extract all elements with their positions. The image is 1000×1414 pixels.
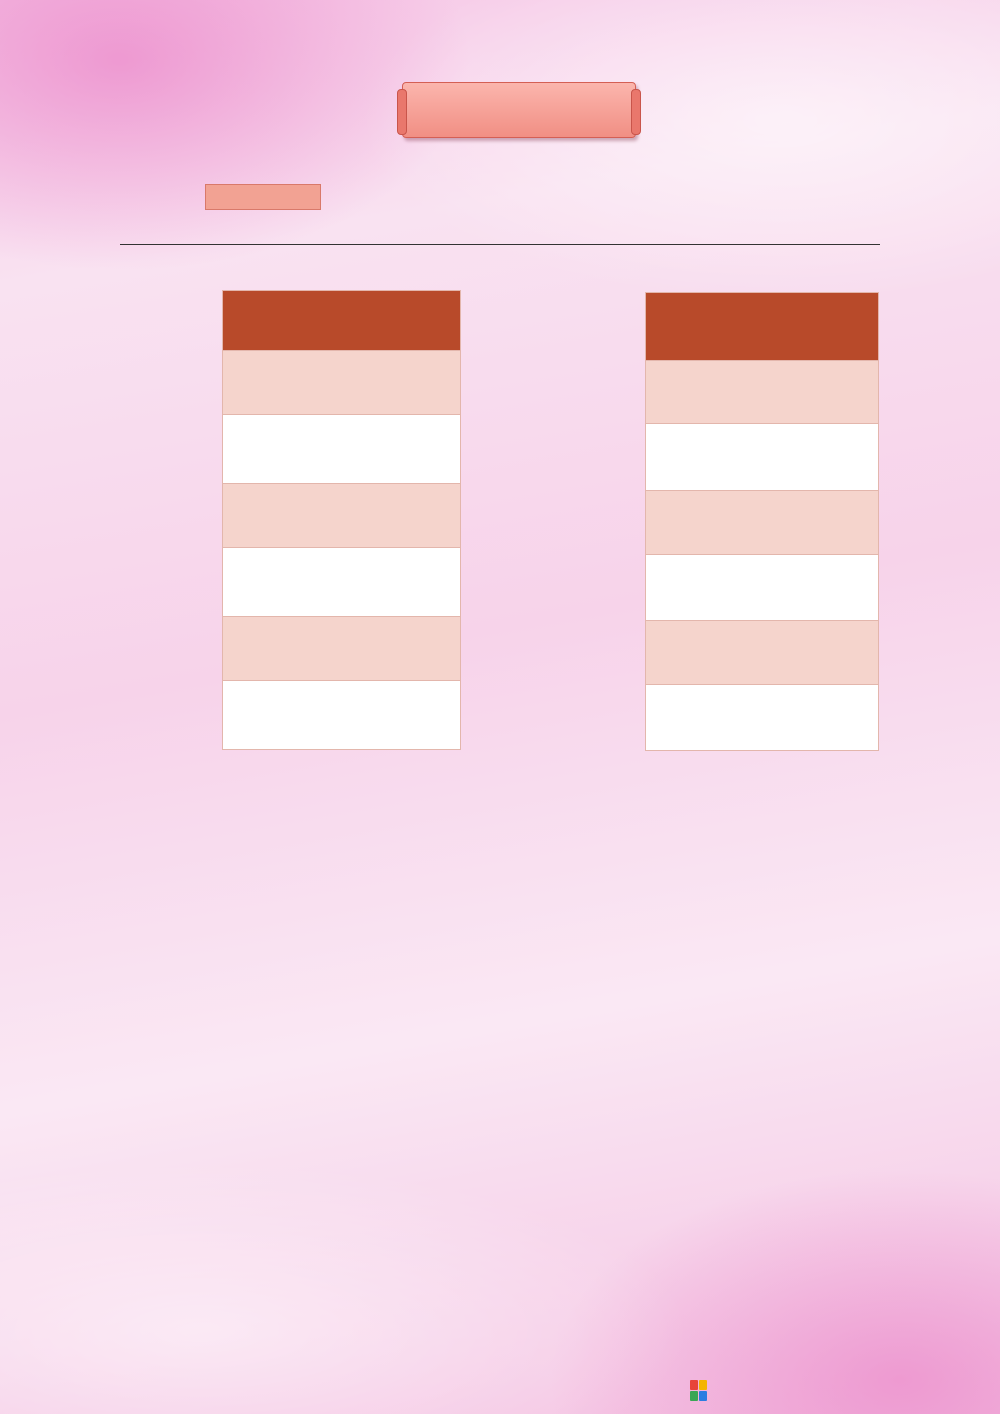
meaning-cell[interactable] — [223, 548, 461, 617]
top-cone-border — [44, 40, 956, 62]
grade-input-box[interactable] — [205, 184, 321, 210]
meaning-cell[interactable] — [223, 484, 461, 548]
bottom-cone-border — [44, 1344, 956, 1366]
meaning-cell[interactable] — [223, 351, 461, 415]
meaning-cell[interactable] — [223, 681, 461, 750]
right-cone-border — [932, 62, 956, 1344]
meaning-cell[interactable] — [223, 415, 461, 484]
relative-noun-cell[interactable] — [646, 621, 879, 685]
relative-noun-cell[interactable] — [646, 424, 879, 491]
relative-noun-cell[interactable] — [646, 361, 879, 424]
liveworksheets-mark-icon — [690, 1380, 708, 1402]
meaning-table — [222, 290, 461, 750]
relative-noun-cell[interactable] — [646, 555, 879, 621]
left-cone-border — [44, 62, 68, 1344]
relative-noun-cell[interactable] — [646, 685, 879, 751]
title-banner — [402, 82, 636, 138]
relative-noun-cell[interactable] — [646, 491, 879, 555]
table-header-meaning — [223, 291, 461, 351]
liveworksheets-logo[interactable] — [690, 1376, 990, 1406]
relative-noun-table — [645, 292, 879, 751]
header-divider — [120, 244, 880, 245]
meaning-cell[interactable] — [223, 617, 461, 681]
table-header-relative-noun — [646, 293, 879, 361]
